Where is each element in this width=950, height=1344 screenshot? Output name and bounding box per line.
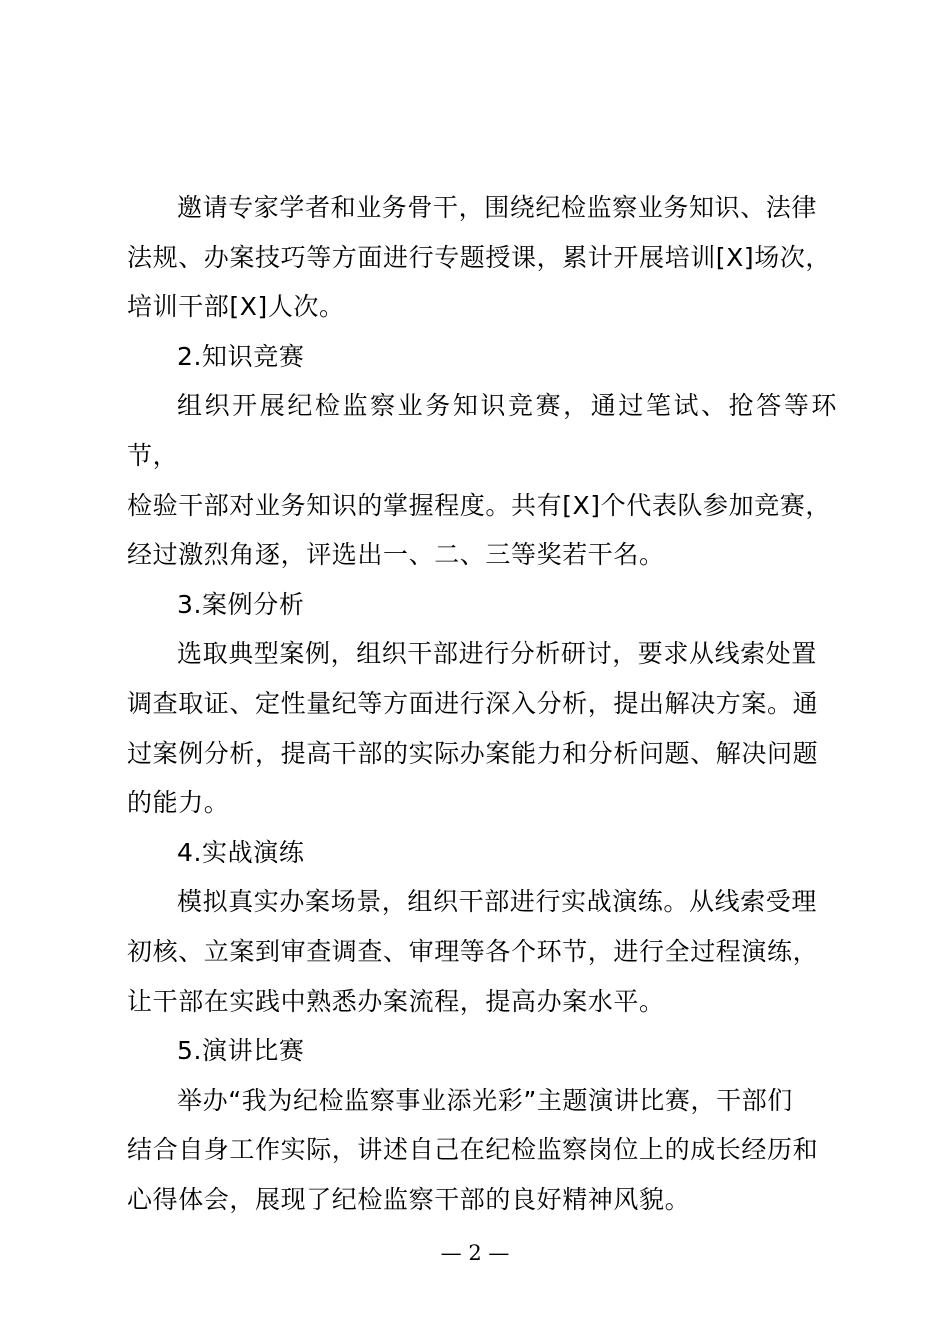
heading-practical-drill: 4.实战演练 <box>177 837 305 867</box>
paragraph-speech-contest: 举办“我为纪检监察事业添光彩”主题演讲比赛，干部们 结合自身工作实际，讲述自己在纪检监察岗位上的成长经历和 心得体会，展现了纪检监察干部的良好精神风貌。 <box>127 1085 819 1214</box>
paragraph-case-analysis: 选取典型案例，组织干部进行分析研讨，要求从线索处置 调查取证、定性量纪等方面进行深入分析，提出解决方案。通 过案例分析，提高干部的实际办案能力和分析问题、解决问题 的能力。 <box>127 639 819 818</box>
paragraph-lecture: 邀请专家学者和业务骨干，围绕纪检监察业务知识、法律 法规、办案技巧等方面进行专题授课，累计开展培训[X]场次， 培训干部[X]人次。 <box>127 193 832 322</box>
heading-knowledge-contest: 2.知识竞赛 <box>177 341 305 371</box>
heading-case-analysis: 3.案例分析 <box>177 589 305 619</box>
document-body <box>127 183 837 1224</box>
page-number: — 2 — <box>440 1241 510 1265</box>
heading-speech-contest: 5.演讲比赛 <box>177 1036 305 1066</box>
paragraph-practical-drill: 模拟真实办案场景，组织干部进行实战演练。从线索受理 初核、立案到审查调查、审理等各个环节，进行全过程演练， 让干部在实践中熟悉办案流程，提高办案水平。 <box>127 887 819 1016</box>
paragraph-knowledge-contest: 组织开展纪检监察业务知识竞赛，通过笔试、抢答等环节， 检验干部对业务知识的掌握程度。共有[X]个代表队参加竞赛， 经过激烈角逐，评选出一、二、三等奖若干名。 <box>127 391 837 570</box>
